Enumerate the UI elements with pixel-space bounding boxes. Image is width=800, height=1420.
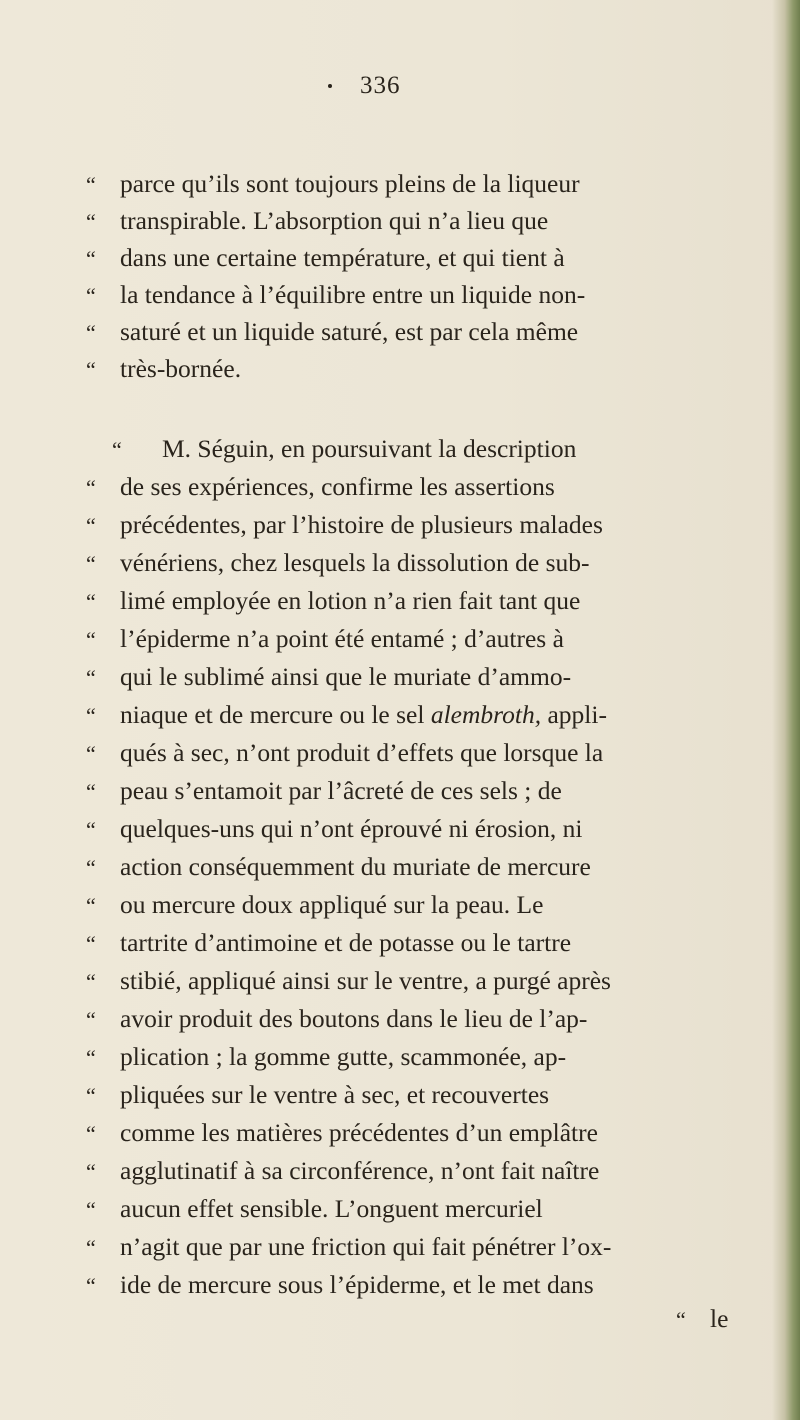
open-quote: “ <box>86 1045 96 1070</box>
line-text: aucun effet sensible. L’onguent mercuriel <box>120 1194 543 1223</box>
line-text: qués à sec, n’ont produit d’effets que lorsque la <box>120 738 604 767</box>
line-text: comme les matières précédentes d’un emplâtre <box>120 1118 598 1147</box>
line-text: stibié, appliqué ainsi sur le ventre, a purgé après <box>120 966 611 995</box>
open-quote: “ <box>86 741 96 766</box>
line-text: la tendance à l’équilibre entre un liquide non- <box>120 280 586 309</box>
text-line <box>86 168 726 200</box>
line-text: pliquées sur le ventre à sec, et recouvertes <box>120 1080 550 1109</box>
open-quote: “ <box>86 475 96 500</box>
text-line <box>86 205 726 237</box>
text-line <box>86 775 726 807</box>
open-quote: “ <box>86 513 96 538</box>
text-line <box>86 737 726 769</box>
text-line <box>86 279 726 311</box>
text-line <box>86 353 726 385</box>
open-quote: “ <box>86 1197 96 1222</box>
catchword-text: le <box>710 1304 729 1333</box>
open-quote: “ <box>112 437 122 462</box>
italic-term: alembroth, <box>430 700 542 729</box>
text-line <box>86 851 726 883</box>
page-number: 336 <box>360 72 401 99</box>
line-text: qui le sublimé ainsi que le muriate d’ammo- <box>120 662 572 691</box>
text-line <box>86 1231 726 1263</box>
text-line <box>86 1193 726 1225</box>
text-line <box>86 316 726 348</box>
text-line <box>86 242 726 274</box>
open-quote: “ <box>86 551 96 576</box>
open-quote: “ <box>86 1083 96 1108</box>
open-quote: “ <box>86 817 96 842</box>
line-text: agglutinatif à sa circonférence, n’ont fait naître <box>120 1156 600 1185</box>
line-text: peau s’entamoit par l’âcreté de ces sels ; de <box>120 776 562 805</box>
line-text: limé employée en lotion n’a rien fait tant que <box>120 586 581 615</box>
line-text: n’agit que par une friction qui fait pénétrer l’ox- <box>120 1232 612 1261</box>
line-text: vénériens, chez lesquels la dissolution de sub- <box>120 548 590 577</box>
open-quote: “ <box>86 1121 96 1146</box>
line-text: avoir produit des boutons dans le lieu de l’ap- <box>120 1004 588 1033</box>
text-line <box>86 889 726 921</box>
line-text: saturé et un liquide saturé, est par cela même <box>120 317 579 346</box>
line-text-part: niaque et de mercure ou le sel <box>120 700 425 729</box>
line-text: très-bornée. <box>120 354 242 383</box>
open-quote: “ <box>86 893 96 918</box>
line-text: l’épiderme n’a point été entamé ; d’autres à <box>120 624 564 653</box>
open-quote: “ <box>86 703 96 728</box>
line-text-part: appli- <box>541 700 607 729</box>
text-line <box>86 699 726 731</box>
text-line <box>86 547 726 579</box>
text-line <box>86 1003 726 1035</box>
catchword <box>676 1303 728 1336</box>
line-text: ou mercure doux appliqué sur la peau. Le <box>120 890 544 919</box>
text-line <box>86 1269 726 1301</box>
text-line <box>86 661 726 693</box>
text-line <box>86 585 726 617</box>
line-text: quelques-uns qui n’ont éprouvé ni érosion, ni <box>120 814 583 843</box>
line-text: ide de mercure sous l’épiderme, et le met dans <box>120 1270 594 1299</box>
text-line <box>86 965 726 997</box>
text-line <box>86 471 726 503</box>
open-quote: “ <box>86 357 96 382</box>
text-line <box>86 1117 726 1149</box>
line-text: précédentes, par l’histoire de plusieurs malades <box>120 510 603 539</box>
text-line <box>86 1041 726 1073</box>
open-quote: “ <box>86 1273 96 1298</box>
open-quote: “ <box>86 246 96 271</box>
line-text <box>120 699 607 731</box>
open-quote: “ <box>86 589 96 614</box>
open-quote: “ <box>86 969 96 994</box>
text-line-paragraph-start <box>86 433 726 465</box>
open-quote: “ <box>86 172 96 197</box>
ink-dot <box>328 84 332 88</box>
line-text: de ses expériences, confirme les assertions <box>120 472 555 501</box>
open-quote: “ <box>86 931 96 956</box>
open-quote: “ <box>86 1159 96 1184</box>
open-quote: “ <box>86 1007 96 1032</box>
line-text: transpirable. L’absorption qui n’a lieu que <box>120 206 549 235</box>
text-line <box>86 509 726 541</box>
open-quote: “ <box>86 209 96 234</box>
line-text: dans une certaine température, et qui tient à <box>120 243 565 272</box>
open-quote: “ <box>676 1307 686 1332</box>
page-edge-shadow <box>772 0 800 1420</box>
line-text: parce qu’ils sont toujours pleins de la liqueur <box>120 169 580 198</box>
open-quote: “ <box>86 320 96 345</box>
open-quote: “ <box>86 627 96 652</box>
text-line <box>86 1155 726 1187</box>
line-text: M. Séguin, en poursuivant la description <box>162 434 577 463</box>
text-line <box>86 623 726 655</box>
line-text: action conséquemment du muriate de mercure <box>120 852 591 881</box>
open-quote: “ <box>86 779 96 804</box>
open-quote: “ <box>86 1235 96 1260</box>
line-text: plication ; la gomme gutte, scammonée, ap- <box>120 1042 567 1071</box>
line-text: tartrite d’antimoine et de potasse ou le tartre <box>120 928 572 957</box>
text-line <box>86 927 726 959</box>
open-quote: “ <box>86 855 96 880</box>
text-line <box>86 813 726 845</box>
text-line <box>86 1079 726 1111</box>
open-quote: “ <box>86 665 96 690</box>
open-quote: “ <box>86 283 96 308</box>
